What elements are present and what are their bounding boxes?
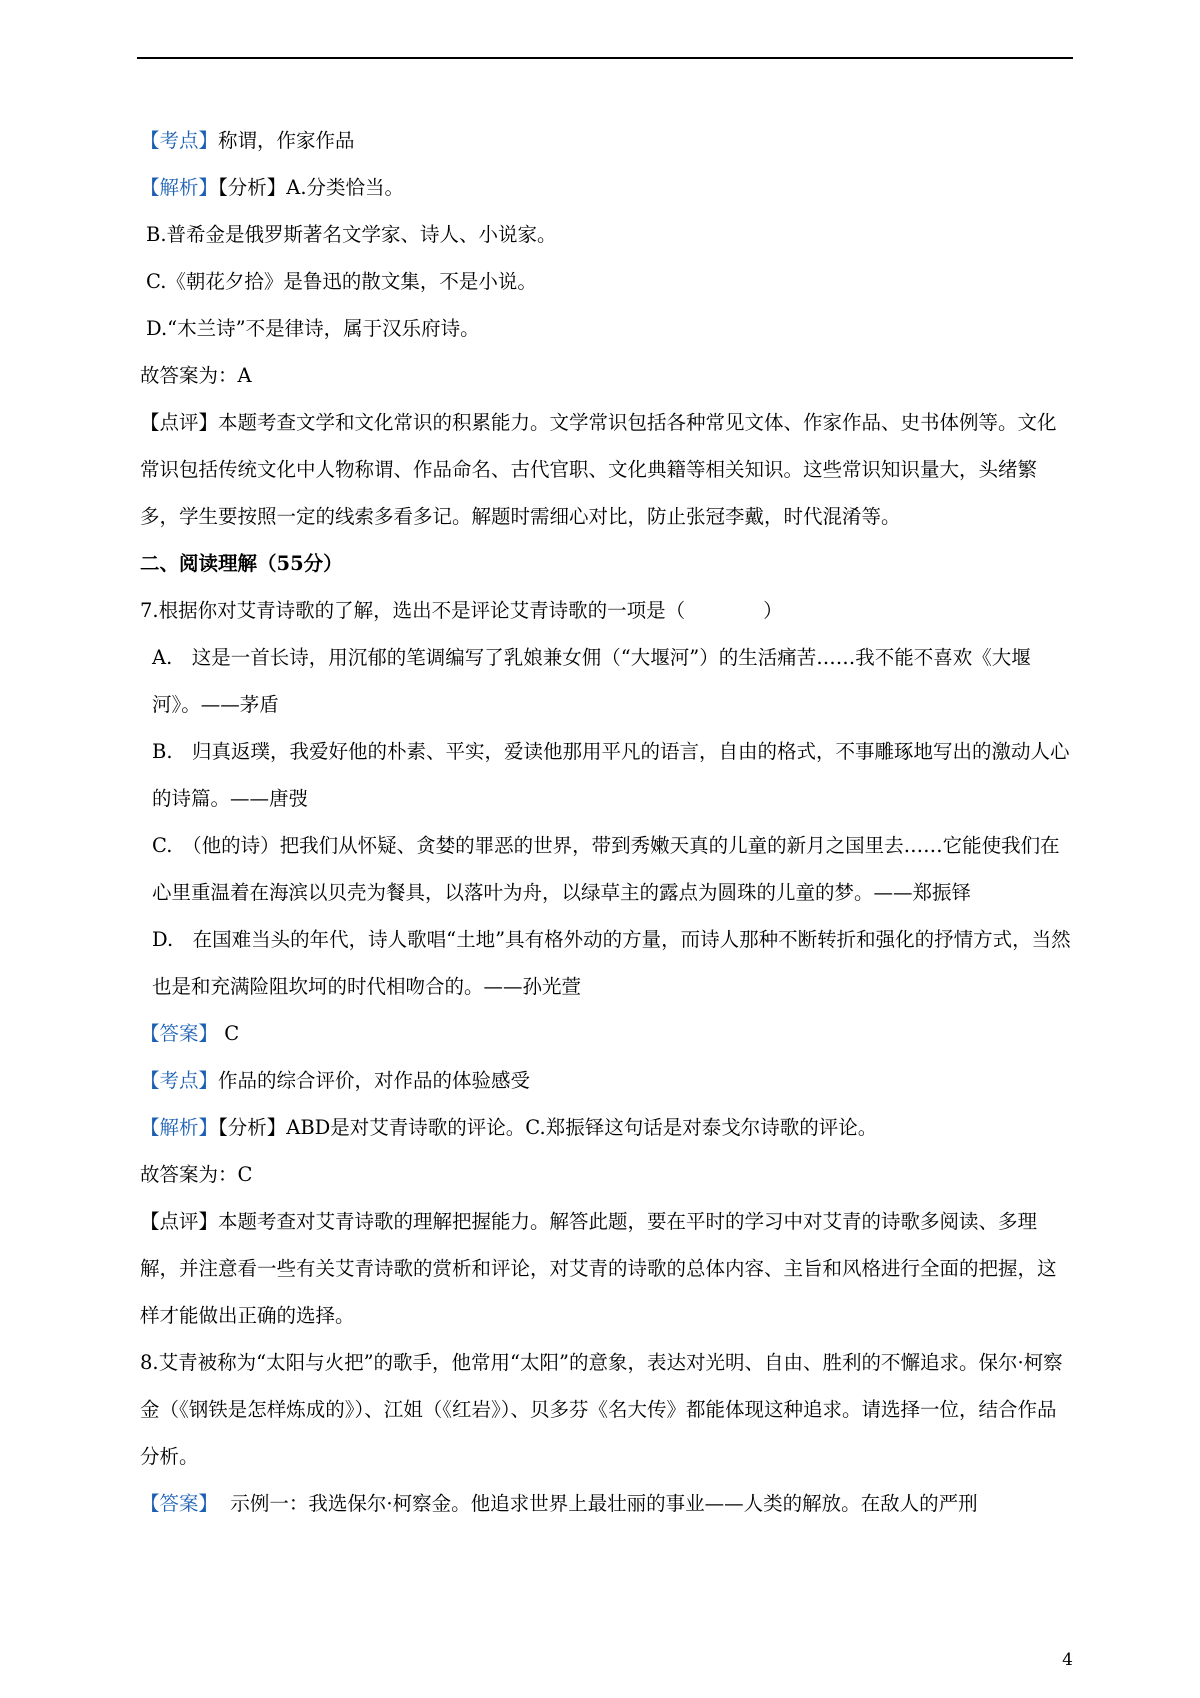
line-kaodian-1 — [140, 117, 1075, 164]
line-text: 【分析】ABD是对艾青诗歌的评论。C.郑振铎这句话是对泰戈尔诗歌的评论。 — [218, 1116, 878, 1139]
page-number: 4 — [1062, 1650, 1073, 1670]
tag-jiexi: 【解析】 — [140, 176, 219, 199]
line-kaodian-2 — [140, 1057, 1075, 1104]
question-8: 8.艾青被称为“太阳与火把”的歌手，他常用“太阳”的意象，表达对光明、自由、胜利的不懈追求。保尔·柯察金（《钢铁是怎样炼成的》）、江姐（《红岩》）、贝多芬《名大传》都能体现这种追求。请选择一位，结合作品分析。 — [140, 1351, 1063, 1468]
line-analysis-c: C.《朝花夕拾》是鲁迅的散文集，不是小说。 — [146, 270, 537, 293]
line-answer-3 — [140, 1480, 1075, 1527]
option-b: B. 归真返璞，我爱好他的朴素、平实，爱读他那用平凡的语言，自由的格式，不事雕琢地写出的激动人心的诗篇。——唐弢 — [152, 740, 1070, 810]
line-answer-summary-1: 故答案为：A — [140, 364, 252, 387]
line-answer-2 — [140, 1010, 1075, 1057]
line-jiexi-1 — [140, 164, 1075, 211]
line-comment-2: 【点评】本题考查对艾青诗歌的理解把握能力。解答此题，要在平时的学习中对艾青的诗歌多阅读、多理解，并注意看一些有关艾青诗歌的赏析和评论，对艾青的诗歌的总体内容、主旨和风格进行全面的把握，这样才能做出正确的选择。 — [140, 1210, 1057, 1327]
tag-daan: 【答案】 — [140, 1022, 219, 1045]
header-rule — [137, 57, 1073, 59]
line-text: 作品的综合评价，对作品的体验感受 — [218, 1069, 531, 1092]
question-7: 7.根据你对艾青诗歌的了解，选出不是评论艾青诗歌的一项是（ ） — [140, 599, 783, 622]
line-text: 称谓，作家作品 — [218, 129, 355, 152]
line-jiexi-2 — [140, 1104, 1075, 1151]
line-text: 示例一：我选保尔·柯察金。他追求世界上最壮丽的事业——人类的解放。在敌人的严刑 — [230, 1492, 978, 1515]
tag-daan: 【答案】 — [140, 1492, 219, 1515]
section-heading: 二、阅读理解（55分） — [140, 552, 343, 575]
line-comment-1: 【点评】本题考查文学和文化常识的积累能力。文学常识包括各种常见文体、作家作品、史书体例等。文化常识包括传统文化中人物称谓、作品命名、古代官职、文化典籍等相关知识。这些常识知识量大，头绪繁多，学生要按照一定的线索多看多记。解题时需细心对比，防止张冠李戴，时代混淆等。 — [140, 411, 1057, 528]
tag-jiexi: 【解析】 — [140, 1116, 219, 1139]
option-c: C. （他的诗）把我们从怀疑、贪婪的罪恶的世界，带到秀嫩天真的儿童的新月之国里去……它能使我们在心里重温着在海滨以贝壳为餐具，以落叶为舟，以绿草主的露点为圆珠的儿童的梦。——郑振铎 — [152, 834, 1060, 904]
line-text: C — [224, 1022, 240, 1045]
document-body — [140, 117, 1075, 1527]
line-text: 【分析】A.分类恰当。 — [218, 176, 405, 199]
option-d: D. 在国难当头的年代，诗人歌唱“土地”具有格外动的方量，而诗人那种不断转折和强化的抒情方式，当然也是和充满险阻坎坷的时代相吻合的。——孙光萱 — [152, 928, 1071, 998]
line-analysis-b: B.普希金是俄罗斯著名文学家、诗人、小说家。 — [146, 223, 557, 246]
line-analysis-d: D.“木兰诗”不是律诗，属于汉乐府诗。 — [146, 317, 480, 340]
option-a: A. 这是一首长诗，用沉郁的笔调编写了乳娘兼女佣（“大堰河”）的生活痛苦……我不能不喜欢《大堰河》。——茅盾 — [152, 646, 1031, 716]
tag-kaodian: 【考点】 — [140, 129, 219, 152]
tag-kaodian: 【考点】 — [140, 1069, 219, 1092]
line-answer-summary-2: 故答案为：C — [140, 1163, 253, 1186]
